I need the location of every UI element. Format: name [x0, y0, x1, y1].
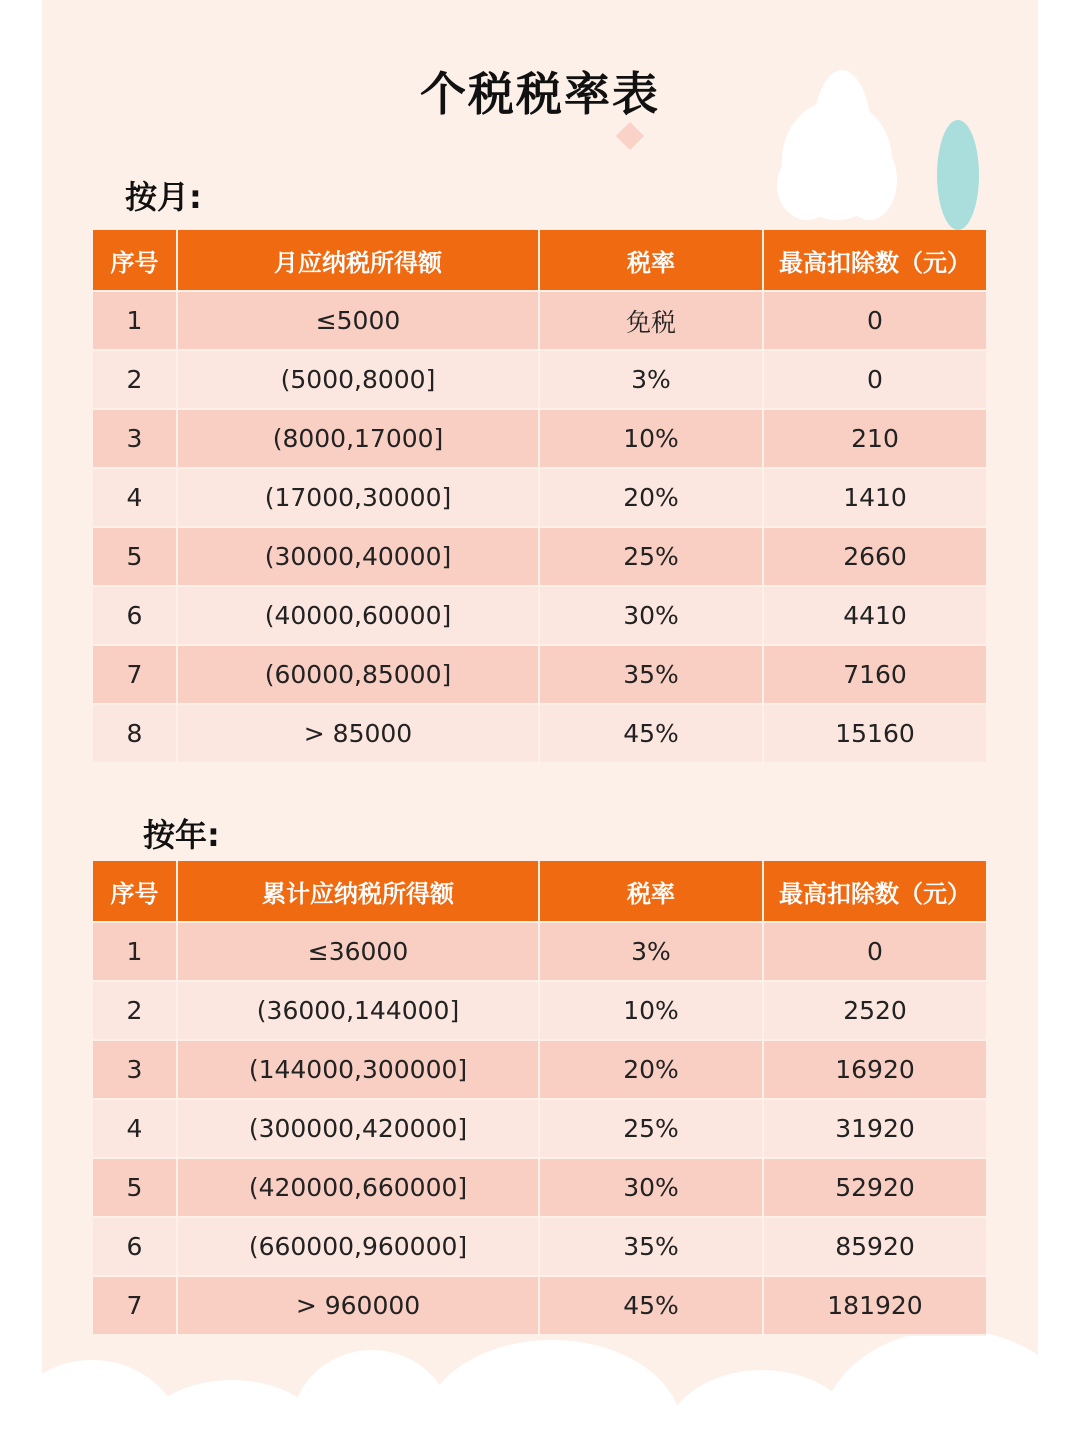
- table-row: [93, 1158, 986, 1217]
- deduction-cell: 16920: [763, 1040, 986, 1099]
- tax-rate-cell: 25%: [539, 527, 763, 586]
- income-range-cell: (17000,30000]: [177, 468, 539, 527]
- table-row: [93, 704, 986, 763]
- tax-rate-cell: 免税: [539, 291, 763, 350]
- tax-rate-cell: 30%: [539, 586, 763, 645]
- row-index-cell: 6: [93, 1217, 177, 1276]
- table-row: [93, 645, 986, 704]
- row-index-cell: 2: [93, 350, 177, 409]
- column-header-index: 序号: [93, 861, 177, 922]
- table-row: [93, 1099, 986, 1158]
- income-range-cell: > 85000: [177, 704, 539, 763]
- tax-rate-cell: 3%: [539, 350, 763, 409]
- income-range-cell: (144000,300000]: [177, 1040, 539, 1099]
- deduction-cell: 4410: [763, 586, 986, 645]
- cloud-decoration: [842, 140, 897, 220]
- column-header-deduction: 最高扣除数（元）: [763, 861, 986, 922]
- oval-decoration: [937, 120, 979, 230]
- table-row: [93, 1217, 986, 1276]
- deduction-cell: 0: [763, 291, 986, 350]
- row-index-cell: 3: [93, 1040, 177, 1099]
- diamond-decoration: [616, 122, 644, 150]
- deduction-cell: 2520: [763, 981, 986, 1040]
- table-row: [93, 1040, 986, 1099]
- table-row: [93, 981, 986, 1040]
- row-index-cell: 4: [93, 1099, 177, 1158]
- table-header-row: [93, 230, 986, 291]
- table-row: [93, 468, 986, 527]
- deduction-cell: 31920: [763, 1099, 986, 1158]
- row-index-cell: 5: [93, 527, 177, 586]
- tax-rate-cell: 10%: [539, 409, 763, 468]
- income-range-cell: (420000,660000]: [177, 1158, 539, 1217]
- cloud-decoration: [777, 150, 837, 220]
- cloud-decoration: [822, 1330, 1038, 1439]
- row-index-cell: 7: [93, 645, 177, 704]
- tax-rate-cell: 45%: [539, 704, 763, 763]
- deduction-cell: 0: [763, 922, 986, 981]
- table-row: [93, 1276, 986, 1335]
- tax-rate-cell: 10%: [539, 981, 763, 1040]
- row-index-cell: 7: [93, 1276, 177, 1335]
- table-row: [93, 350, 986, 409]
- deduction-cell: 2660: [763, 527, 986, 586]
- page-title: 个税税率表: [420, 67, 660, 121]
- column-header-rate: 税率: [539, 861, 763, 922]
- cloud-decoration: [422, 1340, 682, 1439]
- column-header-income: 月应纳税所得额: [177, 230, 539, 291]
- income-range-cell: (5000,8000]: [177, 350, 539, 409]
- income-range-cell: ≤36000: [177, 922, 539, 981]
- monthly-tax-table: [93, 230, 986, 764]
- table-row: [93, 409, 986, 468]
- table-row: [93, 922, 986, 981]
- tax-rate-cell: 45%: [539, 1276, 763, 1335]
- table-header-row: [93, 861, 986, 922]
- monthly-section-title: 按月:: [125, 178, 202, 216]
- row-index-cell: 4: [93, 468, 177, 527]
- income-range-cell: (300000,420000]: [177, 1099, 539, 1158]
- row-index-cell: 1: [93, 291, 177, 350]
- income-range-cell: (30000,40000]: [177, 527, 539, 586]
- income-range-cell: (36000,144000]: [177, 981, 539, 1040]
- income-range-cell: (60000,85000]: [177, 645, 539, 704]
- annual-tax-table: [93, 861, 986, 1336]
- income-range-cell: (8000,17000]: [177, 409, 539, 468]
- deduction-cell: 7160: [763, 645, 986, 704]
- tax-rate-cell: 35%: [539, 1217, 763, 1276]
- annual-section-title: 按年:: [143, 816, 220, 854]
- deduction-cell: 1410: [763, 468, 986, 527]
- deduction-cell: 0: [763, 350, 986, 409]
- tax-rate-cell: 20%: [539, 1040, 763, 1099]
- income-range-cell: ≤5000: [177, 291, 539, 350]
- income-range-cell: (40000,60000]: [177, 586, 539, 645]
- table-row: [93, 586, 986, 645]
- income-range-cell: (660000,960000]: [177, 1217, 539, 1276]
- tax-rate-cell: 3%: [539, 922, 763, 981]
- row-index-cell: 8: [93, 704, 177, 763]
- column-header-rate: 税率: [539, 230, 763, 291]
- tax-rate-cell: 20%: [539, 468, 763, 527]
- column-header-deduction: 最高扣除数（元）: [763, 230, 986, 291]
- deduction-cell: 181920: [763, 1276, 986, 1335]
- row-index-cell: 5: [93, 1158, 177, 1217]
- deduction-cell: 15160: [763, 704, 986, 763]
- income-range-cell: > 960000: [177, 1276, 539, 1335]
- table-row: [93, 527, 986, 586]
- row-index-cell: 2: [93, 981, 177, 1040]
- row-index-cell: 6: [93, 586, 177, 645]
- tax-rate-cell: 30%: [539, 1158, 763, 1217]
- tax-rate-cell: 25%: [539, 1099, 763, 1158]
- column-header-index: 序号: [93, 230, 177, 291]
- row-index-cell: 1: [93, 922, 177, 981]
- tax-rate-cell: 35%: [539, 645, 763, 704]
- deduction-cell: 52920: [763, 1158, 986, 1217]
- deduction-cell: 210: [763, 409, 986, 468]
- column-header-income: 累计应纳税所得额: [177, 861, 539, 922]
- row-index-cell: 3: [93, 409, 177, 468]
- deduction-cell: 85920: [763, 1217, 986, 1276]
- table-row: [93, 291, 986, 350]
